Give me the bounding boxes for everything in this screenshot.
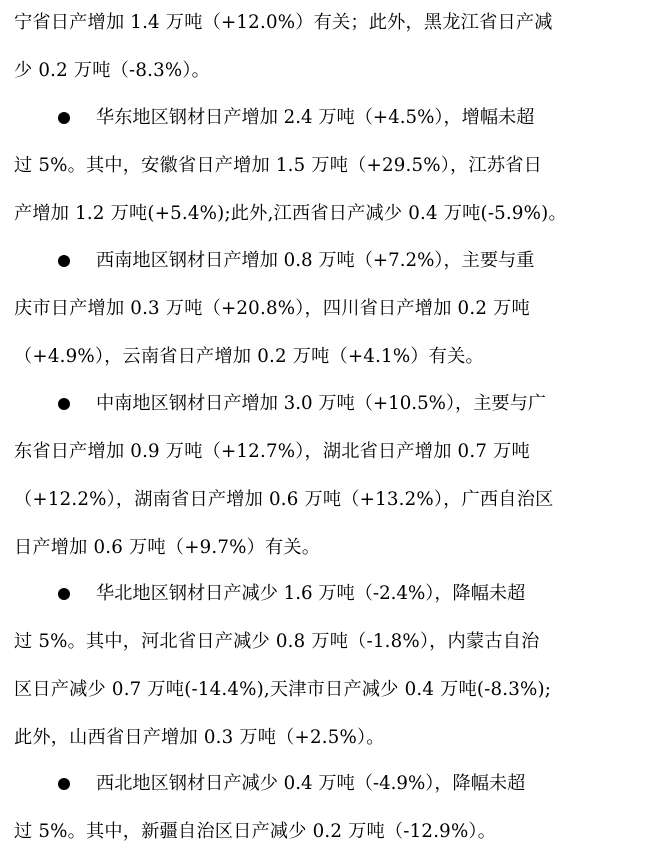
text-line: 东省日产增加 0.9 万吨（+12.7%），湖北省日产增加 0.7 万吨 [14, 441, 530, 462]
text-line: 产增加 1.2 万吨(+5.4%);此外,江西省日产减少 0.4 万吨(-5.9%)。 [14, 203, 567, 224]
text-line: 过 5%。其中，河北省日产减少 0.8 万吨（-1.8%），内蒙古自治 [14, 631, 540, 652]
text-line: 华北地区钢材日产减少 1.6 万吨（-2.4%），降幅未超 [96, 583, 526, 604]
text-line: 庆市日产增加 0.3 万吨（+20.8%），四川省日产增加 0.2 万吨 [14, 298, 530, 319]
text-line: 西北地区钢材日产减少 0.4 万吨（-4.9%），降幅未超 [96, 773, 526, 794]
text-line: 过 5%。其中，安徽省日产增加 1.5 万吨（+29.5%），江苏省日 [14, 155, 542, 176]
bullet-icon [58, 112, 70, 124]
bullet-item-north-china [96, 579, 642, 609]
text-line: 西南地区钢材日产增加 0.8 万吨（+7.2%），主要与重 [96, 250, 535, 271]
text-line: 华东地区钢材日产增加 2.4 万吨（+4.5%），增幅未超 [96, 107, 535, 128]
bullet-item-northwest [96, 769, 642, 799]
bullet-icon [58, 255, 70, 267]
text-line: 中南地区钢材日产增加 3.0 万吨（+10.5%），主要与广 [96, 393, 546, 414]
bullet-item-southwest [96, 246, 642, 276]
text-line: （+12.2%），湖南省日产增加 0.6 万吨（+13.2%），广西自治区 [14, 489, 554, 510]
text-line: （+4.9%），云南省日产增加 0.2 万吨（+4.1%）有关。 [14, 346, 484, 367]
text-line: 过 5%。其中，新疆自治区日产减少 0.2 万吨（-12.9%）。 [14, 821, 497, 842]
bullet-icon [58, 778, 70, 790]
text-line: 日产增加 0.6 万吨（+9.7%）有关。 [14, 537, 321, 558]
text-line: 此外，山西省日产增加 0.3 万吨（+2.5%）。 [14, 727, 385, 748]
bullet-icon [58, 398, 70, 410]
text-line: 少 0.2 万吨（-8.3%）。 [14, 60, 211, 81]
text-line: 区日产减少 0.7 万吨(-14.4%),天津市日产减少 0.4 万吨(-8.3%); [14, 679, 552, 700]
bullet-icon [58, 588, 70, 600]
bullet-item-east-china [96, 103, 642, 133]
bullet-item-central-south [96, 389, 642, 419]
text-line: 宁省日产增加 1.4 万吨（+12.0%）有关；此外，黑龙江省日产减 [14, 12, 553, 33]
